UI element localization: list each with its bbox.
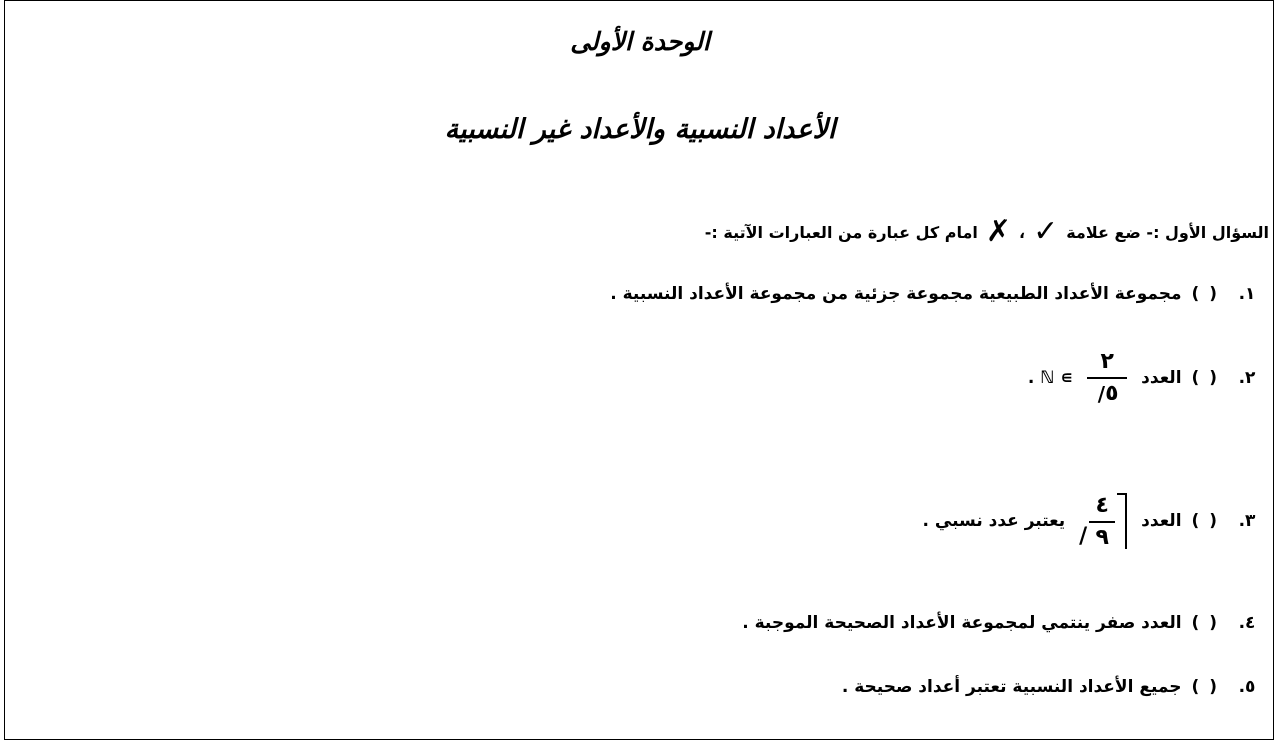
question-instruction xyxy=(704,214,1269,249)
numerator: ٤ xyxy=(1095,493,1109,518)
radical-icon: / xyxy=(1097,382,1106,406)
item-prefix: العدد xyxy=(1141,368,1182,388)
item-number: ١. xyxy=(1238,284,1256,304)
item-text: جميع الأعداد النسبية تعتبر أعداد صحيحة . xyxy=(841,677,1182,697)
item-text: العدد صفر ينتمي لمجموعة الأعداد الصحيحة الموجبة . xyxy=(742,613,1182,633)
root-fraction xyxy=(1079,493,1127,549)
unit-subtitle xyxy=(5,114,1275,145)
item-number: ٢. xyxy=(1238,368,1256,388)
answer-blank[interactable]: ( ) xyxy=(1191,368,1219,388)
subtitle-text: الأعداد النسبية والأعداد غير النسبية xyxy=(444,114,836,145)
answer-blank[interactable]: ( ) xyxy=(1191,613,1219,633)
cross-icon: ✗ xyxy=(985,214,1011,249)
worksheet-page xyxy=(4,0,1274,740)
radical-icon xyxy=(1117,493,1127,549)
item-number: ٤. xyxy=(1238,613,1256,633)
denominator: ٥ xyxy=(1105,381,1119,406)
check-icon: ✓ xyxy=(1033,214,1059,249)
item-suffix: يعتبر عدد نسبي . xyxy=(922,511,1066,531)
item-number: ٣. xyxy=(1238,511,1256,531)
answer-blank[interactable]: ( ) xyxy=(1191,284,1219,304)
list-item xyxy=(610,284,1267,304)
list-item xyxy=(842,677,1267,697)
radical-tick-icon: / xyxy=(1079,524,1088,549)
item-text: مجموعة الأعداد الطبيعية مجموعة جزئية من مجموعة الأعداد النسبية . xyxy=(610,284,1182,304)
denominator-root xyxy=(1096,379,1119,405)
fraction xyxy=(1089,493,1115,549)
answer-blank[interactable]: ( ) xyxy=(1191,511,1219,531)
answer-blank[interactable]: ( ) xyxy=(1191,677,1219,697)
list-item xyxy=(1028,351,1267,405)
question-rest: امام كل عبارة من العبارات الآتية :- xyxy=(704,222,978,242)
numerator: ٢ xyxy=(1100,349,1114,374)
list-item xyxy=(923,493,1268,549)
fraction xyxy=(1087,351,1127,405)
item-suffix: ∍ ℕ . xyxy=(1027,368,1074,388)
denominator: ٩ xyxy=(1095,525,1109,550)
item-prefix: العدد xyxy=(1141,511,1182,531)
separator: ، xyxy=(1018,222,1026,242)
question-label: السؤال الأول :- ضع علامة xyxy=(1066,222,1269,242)
list-item xyxy=(742,613,1267,633)
item-number: ٥. xyxy=(1238,677,1256,697)
unit-title: الوحدة الأولى xyxy=(570,27,710,56)
